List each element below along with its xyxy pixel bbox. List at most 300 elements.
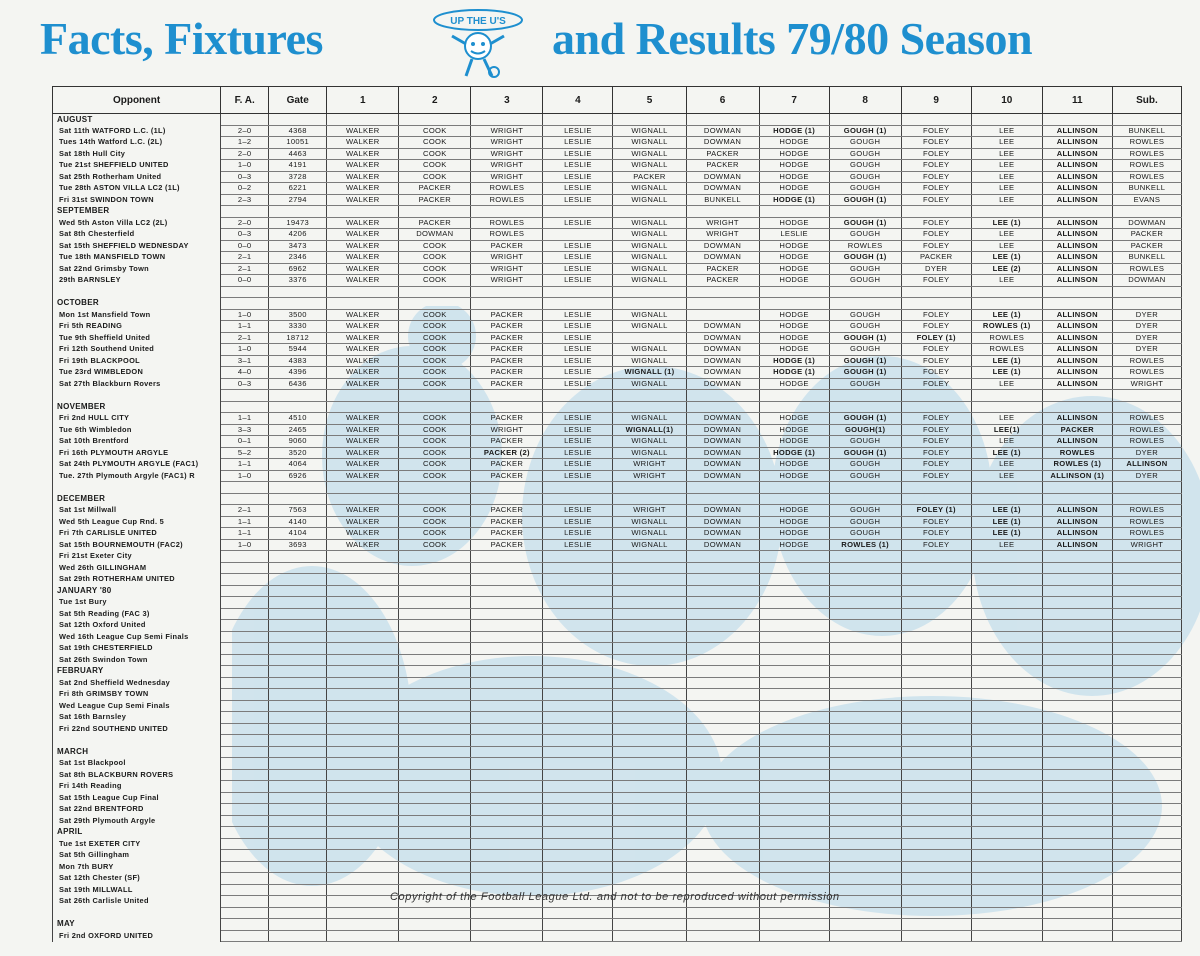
- player-cell: ROWLES: [1112, 355, 1181, 367]
- player-cell: GOUGH: [829, 344, 901, 356]
- player-cell: [1112, 861, 1181, 873]
- fixture-row: [53, 631, 1182, 643]
- gate-cell: [269, 781, 327, 793]
- player-cell: FOLEY: [901, 275, 971, 287]
- player-cell: [759, 781, 829, 793]
- score-cell: 2–0: [221, 217, 269, 229]
- player-cell: [1112, 631, 1181, 643]
- player-cell: [829, 769, 901, 781]
- player-cell: [471, 873, 543, 885]
- player-cell: [327, 631, 399, 643]
- player-cell: [613, 746, 686, 758]
- player-cell: [613, 907, 686, 919]
- opponent-cell: Tue 6th Wimbledon: [53, 424, 221, 436]
- player-cell: [686, 206, 759, 218]
- player-cell: ROWLES: [1112, 516, 1181, 528]
- player-cell: [471, 838, 543, 850]
- player-cell: COOK: [399, 367, 471, 379]
- player-cell: [471, 562, 543, 574]
- player-cell: [327, 390, 399, 402]
- column-header: F. A.: [221, 87, 269, 114]
- player-cell: [686, 620, 759, 632]
- player-cell: [1042, 861, 1112, 873]
- gate-cell: 4510: [269, 413, 327, 425]
- fixture-row: [53, 620, 1182, 632]
- player-cell: [1112, 597, 1181, 609]
- player-cell: WALKER: [327, 459, 399, 471]
- score-cell: 0–3: [221, 229, 269, 241]
- gate-cell: [269, 551, 327, 563]
- player-cell: PACKER: [471, 528, 543, 540]
- opponent-cell: Sat 15th League Cup Final: [53, 792, 221, 804]
- player-cell: WIGNALL: [613, 539, 686, 551]
- player-cell: [971, 551, 1042, 563]
- gate-cell: [269, 608, 327, 620]
- player-cell: COOK: [399, 470, 471, 482]
- player-cell: [613, 781, 686, 793]
- player-cell: PACKER: [686, 275, 759, 287]
- player-cell: PACKER (2): [471, 447, 543, 459]
- player-cell: [399, 804, 471, 816]
- player-cell: PACKER: [471, 539, 543, 551]
- player-cell: [971, 493, 1042, 505]
- player-cell: [327, 769, 399, 781]
- fixture-row: [53, 217, 1182, 229]
- gate-cell: 2794: [269, 194, 327, 206]
- month-heading-row: [53, 114, 1182, 126]
- player-cell: [1112, 493, 1181, 505]
- score-cell: 0–0: [221, 240, 269, 252]
- score-cell: 1–0: [221, 539, 269, 551]
- gate-cell: [269, 850, 327, 862]
- player-cell: [1112, 114, 1181, 126]
- gate-cell: [269, 735, 327, 747]
- player-cell: [686, 574, 759, 586]
- player-cell: ROWLES (1): [1042, 459, 1112, 471]
- player-cell: [901, 930, 971, 942]
- player-cell: [1042, 884, 1112, 896]
- player-cell: LEE(1): [971, 424, 1042, 436]
- player-cell: [471, 597, 543, 609]
- column-header: 10: [971, 87, 1042, 114]
- month-label: DECEMBER: [53, 493, 221, 505]
- player-cell: LESLIE: [543, 137, 613, 149]
- player-cell: DOWMAN: [686, 252, 759, 264]
- player-cell: [1042, 666, 1112, 678]
- player-cell: [543, 229, 613, 241]
- player-cell: [613, 597, 686, 609]
- score-cell: 1–1: [221, 321, 269, 333]
- score-cell: [221, 815, 269, 827]
- player-cell: LESLIE: [543, 436, 613, 448]
- player-cell: [471, 804, 543, 816]
- player-cell: ROWLES: [1112, 413, 1181, 425]
- player-cell: [471, 585, 543, 597]
- player-cell: [613, 838, 686, 850]
- player-cell: HODGE: [759, 436, 829, 448]
- player-cell: BUNKELL: [1112, 252, 1181, 264]
- player-cell: [901, 700, 971, 712]
- player-cell: [901, 884, 971, 896]
- player-cell: WIGNALL: [613, 137, 686, 149]
- player-cell: PACKER: [471, 436, 543, 448]
- player-cell: FOLEY: [901, 528, 971, 540]
- opponent-cell: Tue 18th MANSFIELD TOWN: [53, 252, 221, 264]
- player-cell: [1042, 873, 1112, 885]
- player-cell: WIGNALL: [613, 240, 686, 252]
- fixture-row: [53, 137, 1182, 149]
- gate-cell: [269, 493, 327, 505]
- player-cell: [1112, 666, 1181, 678]
- player-cell: HODGE: [759, 137, 829, 149]
- opponent-cell: Wed 5th League Cup Rnd. 5: [53, 516, 221, 528]
- player-cell: [971, 562, 1042, 574]
- player-cell: [971, 286, 1042, 298]
- gate-cell: 7563: [269, 505, 327, 517]
- player-cell: [613, 769, 686, 781]
- opponent-cell: Sat 19th CHESTERFIELD: [53, 643, 221, 655]
- player-cell: [759, 838, 829, 850]
- player-cell: WIGNALL: [613, 275, 686, 287]
- player-cell: [543, 919, 613, 931]
- player-cell: [901, 631, 971, 643]
- score-cell: [221, 114, 269, 126]
- player-cell: COOK: [399, 528, 471, 540]
- score-cell: [221, 689, 269, 701]
- fixture-row: [53, 505, 1182, 517]
- player-cell: [543, 631, 613, 643]
- player-cell: LEE: [971, 229, 1042, 241]
- player-cell: HODGE: [759, 332, 829, 344]
- player-cell: [971, 919, 1042, 931]
- player-cell: [901, 850, 971, 862]
- column-header: 3: [471, 87, 543, 114]
- player-cell: [901, 838, 971, 850]
- player-cell: FOLEY: [901, 217, 971, 229]
- player-cell: LEE: [971, 378, 1042, 390]
- player-cell: [1112, 873, 1181, 885]
- player-cell: [1112, 574, 1181, 586]
- fixture-row: [53, 321, 1182, 333]
- player-cell: [901, 781, 971, 793]
- player-cell: [971, 896, 1042, 908]
- player-cell: COOK: [399, 413, 471, 425]
- player-cell: [686, 689, 759, 701]
- player-cell: [1042, 769, 1112, 781]
- player-cell: [543, 608, 613, 620]
- fixture-row: [53, 930, 1182, 942]
- player-cell: [471, 298, 543, 310]
- player-cell: [686, 597, 759, 609]
- player-cell: PACKER: [471, 344, 543, 356]
- player-cell: [327, 907, 399, 919]
- fixture-row: [53, 332, 1182, 344]
- player-cell: [759, 677, 829, 689]
- player-cell: WALKER: [327, 194, 399, 206]
- player-cell: [327, 482, 399, 494]
- player-cell: [759, 873, 829, 885]
- fixture-row: [53, 424, 1182, 436]
- player-cell: [759, 746, 829, 758]
- gate-cell: 6926: [269, 470, 327, 482]
- player-cell: [686, 677, 759, 689]
- player-cell: [1112, 827, 1181, 839]
- score-cell: 2–1: [221, 252, 269, 264]
- player-cell: [686, 781, 759, 793]
- player-cell: HODGE: [759, 378, 829, 390]
- player-cell: [829, 654, 901, 666]
- player-cell: [327, 884, 399, 896]
- player-cell: [1112, 712, 1181, 724]
- player-cell: WRIGHT: [471, 148, 543, 160]
- player-cell: [399, 712, 471, 724]
- player-cell: [1112, 746, 1181, 758]
- score-cell: 2–3: [221, 194, 269, 206]
- player-cell: FOLEY: [901, 436, 971, 448]
- player-cell: [543, 735, 613, 747]
- player-cell: [1112, 298, 1181, 310]
- player-cell: [399, 574, 471, 586]
- player-cell: HODGE: [759, 240, 829, 252]
- player-cell: [686, 401, 759, 413]
- player-cell: [613, 585, 686, 597]
- player-cell: DOWMAN: [686, 183, 759, 195]
- score-cell: [221, 608, 269, 620]
- player-cell: [327, 700, 399, 712]
- opponent-cell: Sat 5th Gillingham: [53, 850, 221, 862]
- player-cell: [327, 873, 399, 885]
- gate-cell: 4396: [269, 367, 327, 379]
- player-cell: [543, 562, 613, 574]
- fixture-row: [53, 735, 1182, 747]
- gate-cell: 4191: [269, 160, 327, 172]
- player-cell: [327, 723, 399, 735]
- player-cell: [471, 666, 543, 678]
- player-cell: [759, 804, 829, 816]
- gate-cell: 3376: [269, 275, 327, 287]
- opponent-cell: Sat 19th MILLWALL: [53, 884, 221, 896]
- player-cell: [901, 666, 971, 678]
- player-cell: [829, 896, 901, 908]
- player-cell: COOK: [399, 424, 471, 436]
- score-cell: [221, 551, 269, 563]
- player-cell: ROWLES: [1112, 171, 1181, 183]
- player-cell: HODGE (1): [759, 355, 829, 367]
- player-cell: HODGE: [759, 459, 829, 471]
- player-cell: ROWLES: [971, 344, 1042, 356]
- opponent-cell: Sat 8th Chesterfield: [53, 229, 221, 241]
- player-cell: [829, 666, 901, 678]
- player-cell: [759, 919, 829, 931]
- player-cell: FOLEY: [901, 160, 971, 172]
- player-cell: [829, 620, 901, 632]
- player-cell: WRIGHT: [471, 137, 543, 149]
- player-cell: WIGNALL: [613, 194, 686, 206]
- fixture-row: [53, 194, 1182, 206]
- fixture-row: [53, 263, 1182, 275]
- player-cell: WIGNALL: [613, 321, 686, 333]
- player-cell: DYER: [901, 263, 971, 275]
- player-cell: LEE (1): [971, 309, 1042, 321]
- player-cell: [901, 896, 971, 908]
- player-cell: EVANS: [1112, 194, 1181, 206]
- player-cell: COOK: [399, 275, 471, 287]
- player-cell: [971, 804, 1042, 816]
- player-cell: [1112, 206, 1181, 218]
- player-cell: [829, 919, 901, 931]
- month-label: OCTOBER: [53, 298, 221, 310]
- player-cell: DYER: [1112, 321, 1181, 333]
- player-cell: [829, 608, 901, 620]
- player-cell: [327, 654, 399, 666]
- player-cell: FOLEY: [901, 539, 971, 551]
- player-cell: [759, 551, 829, 563]
- player-cell: DOWMAN: [686, 528, 759, 540]
- gate-cell: [269, 677, 327, 689]
- player-cell: [471, 735, 543, 747]
- gate-cell: [269, 758, 327, 770]
- player-cell: [471, 206, 543, 218]
- score-cell: [221, 907, 269, 919]
- fixture-row: [53, 677, 1182, 689]
- player-cell: [543, 585, 613, 597]
- player-cell: ROWLES: [971, 332, 1042, 344]
- player-cell: [971, 792, 1042, 804]
- player-cell: LESLIE: [759, 229, 829, 241]
- player-cell: ROWLES: [1112, 528, 1181, 540]
- opponent-cell: Fri 7th CARLISLE UNITED: [53, 528, 221, 540]
- player-cell: ROWLES: [1042, 447, 1112, 459]
- player-cell: LESLIE: [543, 447, 613, 459]
- player-cell: WALKER: [327, 137, 399, 149]
- player-cell: [471, 769, 543, 781]
- gate-cell: 4140: [269, 516, 327, 528]
- gate-cell: [269, 746, 327, 758]
- player-cell: COOK: [399, 378, 471, 390]
- player-cell: WALKER: [327, 378, 399, 390]
- gate-cell: [269, 689, 327, 701]
- player-cell: [759, 643, 829, 655]
- player-cell: ALLINSON: [1042, 355, 1112, 367]
- player-cell: WALKER: [327, 539, 399, 551]
- gate-cell: 2465: [269, 424, 327, 436]
- player-cell: GOUGH: [829, 309, 901, 321]
- player-cell: [901, 643, 971, 655]
- player-cell: [399, 597, 471, 609]
- player-cell: [1112, 769, 1181, 781]
- player-cell: [543, 930, 613, 942]
- score-cell: 1–0: [221, 309, 269, 321]
- player-cell: WRIGHT: [686, 217, 759, 229]
- player-cell: ALLINSON: [1042, 137, 1112, 149]
- player-cell: ALLINSON: [1042, 229, 1112, 241]
- score-cell: [221, 206, 269, 218]
- player-cell: LESLIE: [543, 275, 613, 287]
- player-cell: [471, 620, 543, 632]
- score-cell: [221, 930, 269, 942]
- player-cell: LEE (1): [971, 367, 1042, 379]
- player-cell: GOUGH: [829, 459, 901, 471]
- player-cell: WRIGHT: [471, 160, 543, 172]
- player-cell: LEE: [971, 171, 1042, 183]
- month-label: JANUARY '80: [53, 585, 221, 597]
- player-cell: ALLINSON: [1112, 459, 1181, 471]
- player-cell: [686, 815, 759, 827]
- column-header: Sub.: [1112, 87, 1181, 114]
- player-cell: [543, 850, 613, 862]
- player-cell: LESLIE: [543, 217, 613, 229]
- player-cell: [1042, 643, 1112, 655]
- player-cell: [901, 585, 971, 597]
- player-cell: [1112, 401, 1181, 413]
- player-cell: PACKER: [1042, 424, 1112, 436]
- player-cell: [759, 620, 829, 632]
- opponent-cell: Sat 27th Blackburn Rovers: [53, 378, 221, 390]
- player-cell: PACKER: [471, 459, 543, 471]
- player-cell: [759, 597, 829, 609]
- player-cell: FOLEY (1): [901, 505, 971, 517]
- player-cell: [686, 562, 759, 574]
- player-cell: [971, 769, 1042, 781]
- fixtures-body: [53, 114, 1182, 942]
- player-cell: [399, 838, 471, 850]
- player-cell: [613, 700, 686, 712]
- player-cell: FOLEY: [901, 321, 971, 333]
- gate-cell: [269, 562, 327, 574]
- player-cell: FOLEY: [901, 240, 971, 252]
- player-cell: [829, 781, 901, 793]
- player-cell: [901, 746, 971, 758]
- player-cell: [829, 746, 901, 758]
- player-cell: [327, 620, 399, 632]
- player-cell: [399, 746, 471, 758]
- player-cell: [901, 677, 971, 689]
- player-cell: [901, 562, 971, 574]
- player-cell: [759, 769, 829, 781]
- player-cell: HODGE: [759, 516, 829, 528]
- player-cell: [471, 700, 543, 712]
- opponent-cell: Tue. 27th Plymouth Argyle (FAC1) R: [53, 470, 221, 482]
- player-cell: [686, 551, 759, 563]
- player-cell: COOK: [399, 171, 471, 183]
- score-cell: [221, 861, 269, 873]
- player-cell: [543, 861, 613, 873]
- player-cell: [759, 861, 829, 873]
- player-cell: [471, 390, 543, 402]
- fixture-row: [53, 838, 1182, 850]
- player-cell: [759, 700, 829, 712]
- player-cell: WIGNALL: [613, 413, 686, 425]
- player-cell: WRIGHT: [471, 252, 543, 264]
- player-cell: WALKER: [327, 436, 399, 448]
- player-cell: [1112, 689, 1181, 701]
- player-cell: [471, 643, 543, 655]
- score-cell: [221, 838, 269, 850]
- player-cell: FOLEY: [901, 378, 971, 390]
- player-cell: DOWMAN: [686, 424, 759, 436]
- player-cell: LEE (1): [971, 217, 1042, 229]
- player-cell: GOUGH: [829, 171, 901, 183]
- player-cell: [759, 206, 829, 218]
- player-cell: [759, 735, 829, 747]
- player-cell: [1112, 723, 1181, 735]
- column-header: 2: [399, 87, 471, 114]
- gate-cell: [269, 114, 327, 126]
- score-cell: [221, 884, 269, 896]
- player-cell: [1042, 758, 1112, 770]
- opponent-cell: [53, 735, 221, 747]
- player-cell: [971, 884, 1042, 896]
